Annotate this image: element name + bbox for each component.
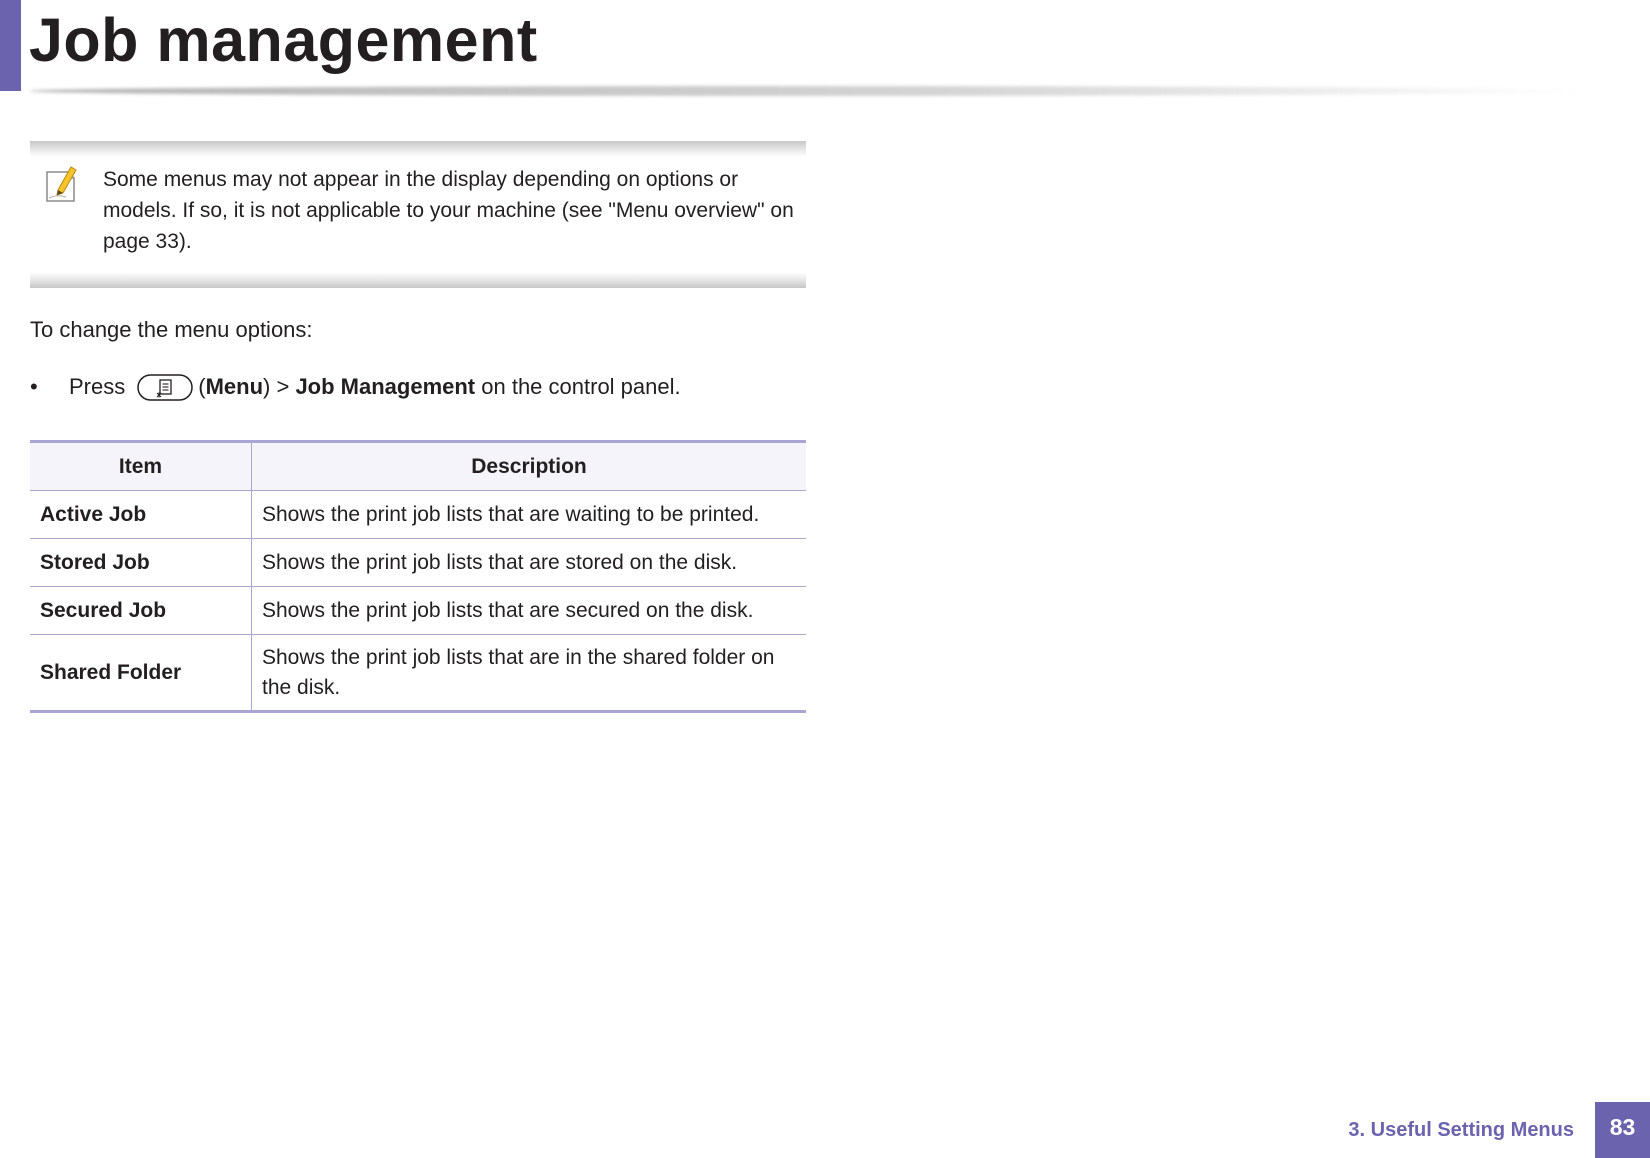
table-cell-item: Active Job	[30, 491, 252, 539]
note-bottom-border	[30, 272, 806, 288]
table-row	[30, 491, 806, 539]
instruction-open-paren: (	[198, 374, 206, 399]
instruction-menu-label: Menu	[205, 374, 264, 399]
instruction-target: Job Management	[295, 374, 476, 399]
note-box	[30, 141, 806, 288]
title-accent-bar	[0, 0, 21, 91]
instruction-suffix: on the control panel.	[475, 374, 681, 399]
footer-chapter-link[interactable]: 3. Useful Setting Menus	[1348, 1119, 1574, 1141]
menu-table	[30, 440, 806, 713]
table-row	[30, 587, 806, 635]
table-cell-description: Shows the print job lists that are stored on the disk.	[252, 539, 807, 587]
instruction-press: Press	[69, 374, 126, 399]
instruction-text	[69, 373, 681, 401]
bullet-marker: •	[30, 374, 38, 399]
page-title: Job management	[29, 6, 538, 74]
table-header-item: Item	[30, 442, 252, 491]
table-row	[30, 539, 806, 587]
table-header-row	[30, 442, 806, 491]
note-pencil-icon	[44, 164, 82, 204]
instruction-separator: ) >	[263, 374, 296, 399]
footer-page-number: 83	[1595, 1102, 1650, 1158]
menu-button-icon	[137, 374, 193, 401]
table-cell-description: Shows the print job lists that are in the shared folder on the disk.	[252, 635, 807, 712]
note-top-border	[30, 141, 806, 157]
table-header-description: Description	[252, 442, 807, 491]
title-divider	[29, 86, 1584, 96]
intro-text: To change the menu options:	[30, 317, 313, 342]
table-cell-item: Shared Folder	[30, 635, 252, 712]
table-row	[30, 635, 806, 712]
note-text: Some menus may not appear in the display depending on options or models. If so, it is not applicable to your machine (see "Menu overview" on page 33).	[103, 168, 794, 253]
table-cell-description: Shows the print job lists that are secured on the disk.	[252, 587, 807, 635]
table-cell-item: Secured Job	[30, 587, 252, 635]
table-cell-description: Shows the print job lists that are waiting to be printed.	[252, 491, 807, 539]
table-cell-item: Stored Job	[30, 539, 252, 587]
